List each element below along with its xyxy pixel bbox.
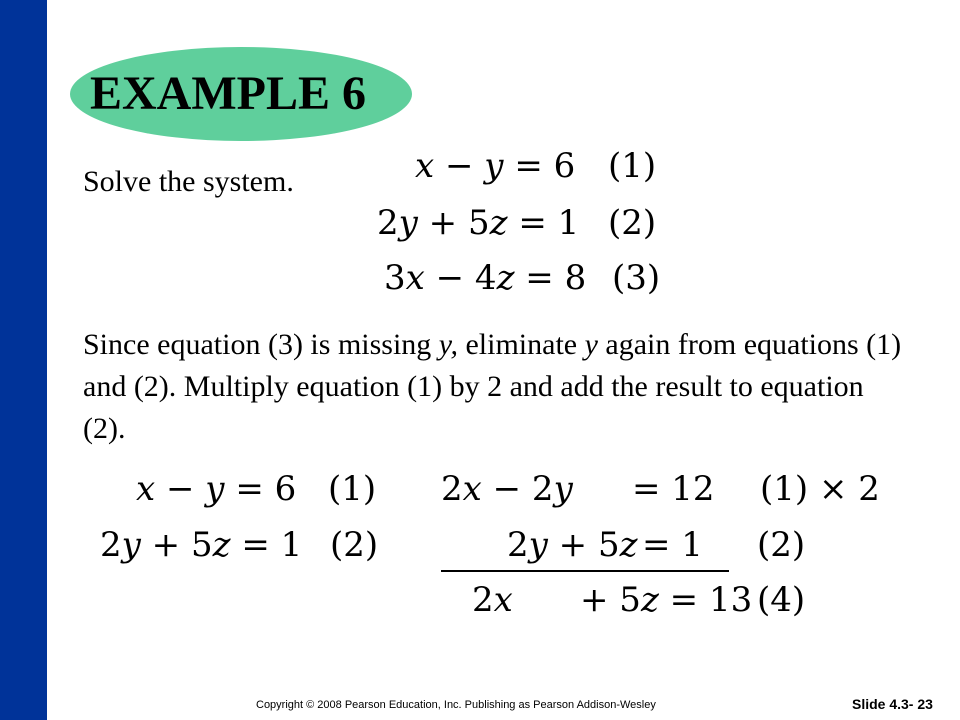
sum-line — [441, 570, 729, 572]
right-work-left-3: 2x — [472, 580, 513, 620]
system-eq-3: 3x − 4z = 8 — [384, 258, 587, 298]
left-work-eq-1: x − y = 6 — [136, 469, 297, 509]
left-work-label-1: (1) — [328, 469, 377, 509]
system-label-3: (3) — [612, 258, 661, 298]
system-eq-2: 2y + 5z = 1 — [377, 203, 580, 243]
slide-number: Slide 4.3- 23 — [852, 696, 933, 712]
side-bar — [0, 0, 47, 720]
intro-text: Solve the system. — [83, 165, 294, 198]
system-label-1: (1) — [608, 146, 657, 186]
slide-title: EXAMPLE 6 — [90, 67, 366, 120]
right-work-label-3: (4) — [757, 580, 806, 620]
right-work-right-2: = 1 — [642, 525, 703, 565]
left-work-label-2: (2) — [330, 525, 379, 565]
left-work-eq-2: 2y + 5z = 1 — [100, 525, 303, 565]
explanation-paragraph — [83, 324, 913, 450]
right-work-label-2: (2) — [757, 525, 806, 565]
right-work-left-2: 2y + 5z — [507, 525, 638, 565]
right-work-right-3: + 5z = 13 — [580, 580, 753, 620]
right-work-label-1: (1) × 2 — [760, 469, 880, 509]
paragraph-var-2: y — [584, 328, 598, 361]
copyright-footer: Copyright © 2008 Pearson Education, Inc. Publishing as Pearson Addison-Wesley — [256, 699, 656, 711]
right-work-left-1: 2x − 2y — [441, 469, 573, 509]
system-label-2: (2) — [608, 203, 657, 243]
paragraph-part-3: again from equations (1) and (2). Multiply equation (1) by 2 and add the result to equation (2). — [83, 328, 902, 445]
system-eq-1: x − y = 6 — [415, 146, 576, 186]
paragraph-var-1: y, — [438, 328, 458, 361]
right-work-right-1: = 12 — [632, 469, 715, 509]
paragraph-part-2: eliminate — [457, 328, 585, 361]
paragraph-part-1: Since equation (3) is missing — [83, 328, 439, 361]
